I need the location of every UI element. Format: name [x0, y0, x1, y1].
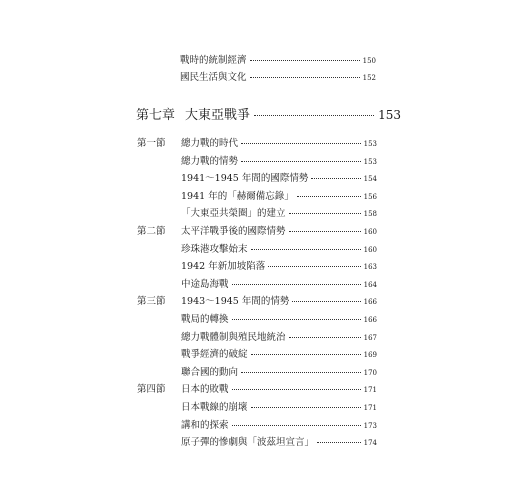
entry-title: 戰局的轉換	[181, 314, 229, 325]
chapter-heading	[136, 106, 401, 125]
section-label: 第四節	[137, 384, 166, 396]
toc-entry	[137, 295, 377, 309]
entry-title: 日本的敗戰	[181, 384, 229, 396]
entry-title: 國民生活與文化	[180, 72, 247, 83]
dot-leader	[251, 354, 361, 355]
entry-title: 太平洋戰爭後的國際情勢	[181, 226, 286, 237]
toc-entry	[137, 225, 377, 239]
dot-leader	[289, 213, 361, 214]
entry-title: 中途島海戰	[181, 278, 229, 290]
dot-leader	[251, 249, 361, 250]
dot-leader	[241, 372, 361, 373]
entry-page: 166	[363, 298, 377, 307]
toc-entry	[137, 419, 377, 433]
dot-leader	[311, 178, 360, 179]
entry-title: 1942 年新加坡陷落	[181, 261, 266, 273]
dot-leader	[251, 407, 361, 408]
dot-leader	[297, 196, 361, 197]
entry-page: 153	[363, 157, 377, 166]
entry-title: 1941 年的「赫爾備忘錄」	[181, 190, 294, 202]
entry-page: 156	[363, 192, 377, 201]
toc-entry	[137, 172, 377, 186]
toc-entry	[137, 331, 377, 345]
dot-leader	[241, 161, 361, 162]
entry-page: 166	[363, 316, 377, 324]
toc-entry	[137, 436, 377, 450]
entry-page: 173	[363, 421, 377, 430]
dot-leader	[250, 60, 360, 61]
entry-page: 164	[363, 280, 377, 289]
toc-entry	[137, 155, 377, 169]
chapter-label: 第七章	[136, 108, 176, 123]
entry-title: 總力戰的時代	[181, 138, 239, 149]
dot-leader	[232, 389, 361, 390]
chapter-page: 153	[378, 108, 401, 122]
entry-page: 153	[363, 140, 377, 148]
dot-leader	[232, 284, 361, 285]
dot-leader	[292, 301, 360, 302]
toc-entry	[137, 137, 377, 151]
dot-leader	[317, 442, 361, 443]
entry-page: 160	[363, 245, 377, 254]
toc-entry	[180, 54, 376, 68]
entry-title: 戰爭經濟的破綻	[181, 349, 248, 361]
entry-title: 原子彈的慘劇與「波茲坦宣言」	[181, 437, 315, 449]
dot-leader	[254, 115, 374, 116]
toc-entry	[137, 260, 377, 274]
toc-entry	[137, 278, 377, 292]
entry-title: 戰時的統制經濟	[180, 55, 247, 66]
section-label: 第二節	[137, 226, 166, 237]
entry-title: 1943～1945 年間的情勢	[181, 296, 290, 308]
toc-entry	[137, 313, 377, 327]
entry-page: 170	[363, 368, 377, 377]
entry-page: 171	[363, 386, 377, 395]
dot-leader	[241, 143, 361, 144]
toc-entry	[137, 207, 377, 221]
entry-title: 珍珠港攻擊始末	[181, 243, 248, 255]
entry-page: 160	[363, 228, 377, 236]
entry-title: 講和的探索	[181, 419, 229, 431]
toc-entry	[137, 383, 377, 397]
entry-title: 「大東亞共榮圈」的建立	[181, 208, 286, 220]
entry-page: 163	[363, 263, 377, 272]
entry-page: 167	[363, 333, 377, 342]
section-label: 第一節	[137, 138, 166, 149]
dot-leader	[268, 266, 360, 267]
toc-entry	[137, 348, 377, 362]
dot-leader	[232, 319, 361, 320]
entry-page: 171	[363, 404, 377, 412]
dot-leader	[232, 425, 361, 426]
entry-title: 總力戰體制與殖民地統治	[181, 331, 286, 343]
toc-entry	[180, 71, 376, 85]
chapter-title: 大東亞戰爭	[185, 108, 251, 123]
dot-leader	[289, 231, 361, 232]
dot-leader	[250, 77, 360, 78]
entry-page: 150	[362, 57, 376, 65]
section-label: 第三節	[137, 296, 166, 308]
toc-entry	[137, 190, 377, 204]
toc-entry	[137, 243, 377, 257]
entry-page: 154	[363, 175, 377, 184]
entry-page: 174	[363, 439, 377, 448]
entry-title: 日本戰線的崩壞	[181, 402, 248, 413]
entry-page: 152	[362, 74, 376, 82]
entry-page: 169	[363, 351, 377, 360]
toc-entry	[137, 366, 377, 380]
entry-title: 總力戰的情勢	[181, 155, 239, 167]
toc-entry	[137, 401, 377, 415]
entry-title: 1941～1945 年間的國際情勢	[181, 173, 309, 185]
entry-page: 158	[363, 210, 377, 219]
dot-leader	[289, 337, 361, 338]
entry-title: 聯合國的動向	[181, 366, 239, 378]
